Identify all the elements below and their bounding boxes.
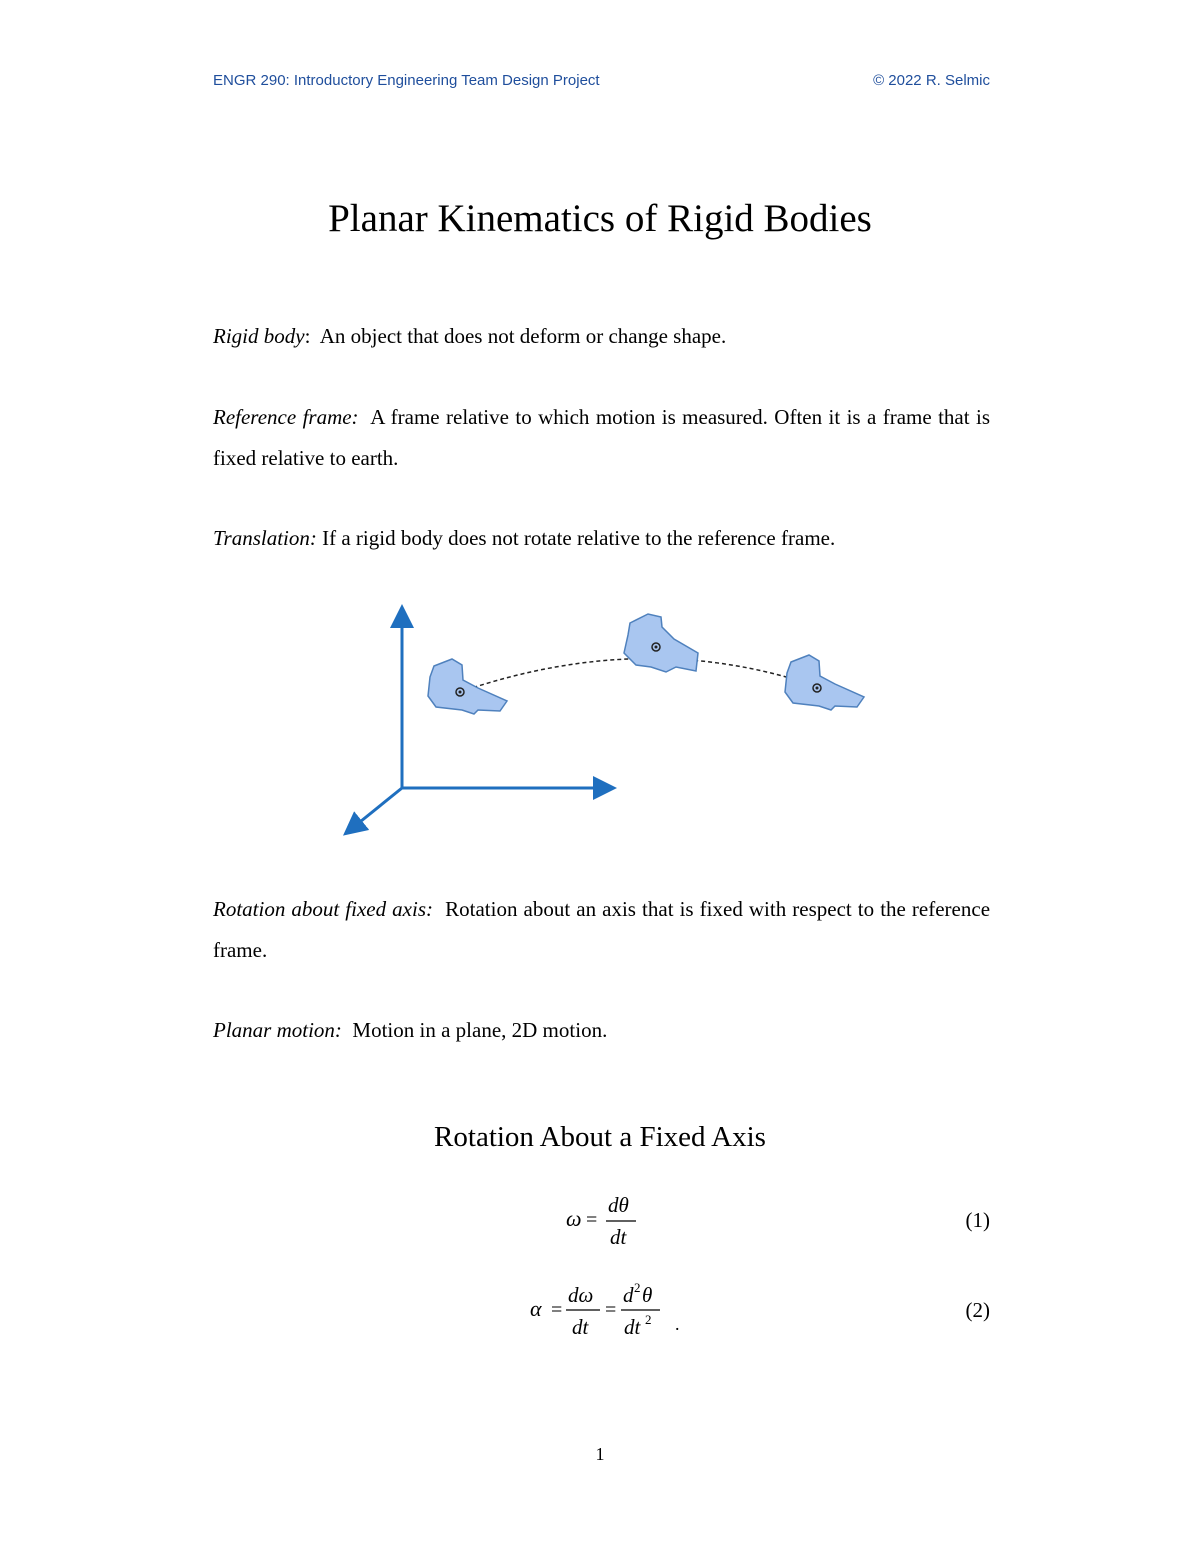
equation-2 — [524, 1280, 694, 1342]
eq2-trailing-dot: . — [675, 1314, 680, 1334]
definition-term: Reference frame: — [213, 405, 359, 429]
eq1-denominator: dt — [610, 1225, 627, 1249]
definition-rigid-body — [213, 316, 990, 357]
definition-planar-motion — [213, 1010, 990, 1051]
definition-text: An object that does not deform or change shape. — [319, 324, 727, 348]
eq2-numerator-2-sup: 2 — [634, 1280, 641, 1295]
z-axis — [350, 788, 402, 830]
eq2-numerator-2-theta: θ — [642, 1283, 653, 1307]
eq1-numerator: dθ — [608, 1193, 629, 1217]
eq2-denominator-2: dt — [624, 1315, 641, 1339]
section-title: Rotation About a Fixed Axis — [434, 1121, 766, 1153]
definition-term: Translation: — [213, 526, 317, 550]
rigid-body-shape — [624, 614, 698, 672]
definition-term: Rotation about fixed axis: — [213, 897, 433, 921]
eq2-equals-1: = — [551, 1299, 563, 1321]
eq1-lhs: ω — [566, 1206, 582, 1231]
definition-text: Rotation about an axis that is fixed with respect to the reference frame. — [213, 897, 991, 962]
definition-term: Planar motion: — [213, 1018, 342, 1042]
eq1-equals: = — [586, 1209, 598, 1231]
definition-text: If a rigid body does not rotate relative to the reference frame. — [322, 526, 836, 550]
eq2-denominator-1: dt — [572, 1315, 589, 1339]
definition-separator: : — [304, 324, 320, 348]
eq2-denominator-2-sup: 2 — [645, 1312, 652, 1327]
eq2-numerator-1: dω — [568, 1283, 594, 1307]
rigid-body-shape — [785, 655, 864, 710]
definition-rotation-fixed-axis — [213, 889, 990, 971]
definition-separator — [433, 897, 445, 921]
definition-separator — [359, 405, 371, 429]
equation-1 — [560, 1192, 650, 1252]
definition-term: Rigid body — [213, 324, 305, 348]
equation-number-2: (2) — [965, 1298, 990, 1322]
header-course: ENGR 290: Introductory Engineering Team Design Project — [213, 72, 600, 89]
definition-text: Motion in a plane, 2D motion. — [352, 1018, 608, 1042]
definition-separator — [342, 1018, 353, 1042]
eq2-lhs: α — [530, 1296, 542, 1321]
definition-reference-frame — [213, 397, 990, 479]
page-title: Planar Kinematics of Rigid Bodies — [328, 197, 872, 240]
rigid-body-shape — [428, 659, 507, 714]
definition-text: A frame relative to which motion is measured. Often it is a frame that is fixed relative to earth. — [213, 405, 990, 470]
header-copyright: © 2022 R. Selmic — [873, 72, 990, 89]
eq2-equals-2: = — [605, 1299, 617, 1321]
eq2-numerator-2-d: d — [623, 1283, 634, 1307]
definition-translation — [213, 518, 990, 559]
page-number: 1 — [595, 1444, 605, 1464]
translation-diagram — [330, 595, 890, 840]
equation-number-1: (1) — [965, 1208, 990, 1232]
